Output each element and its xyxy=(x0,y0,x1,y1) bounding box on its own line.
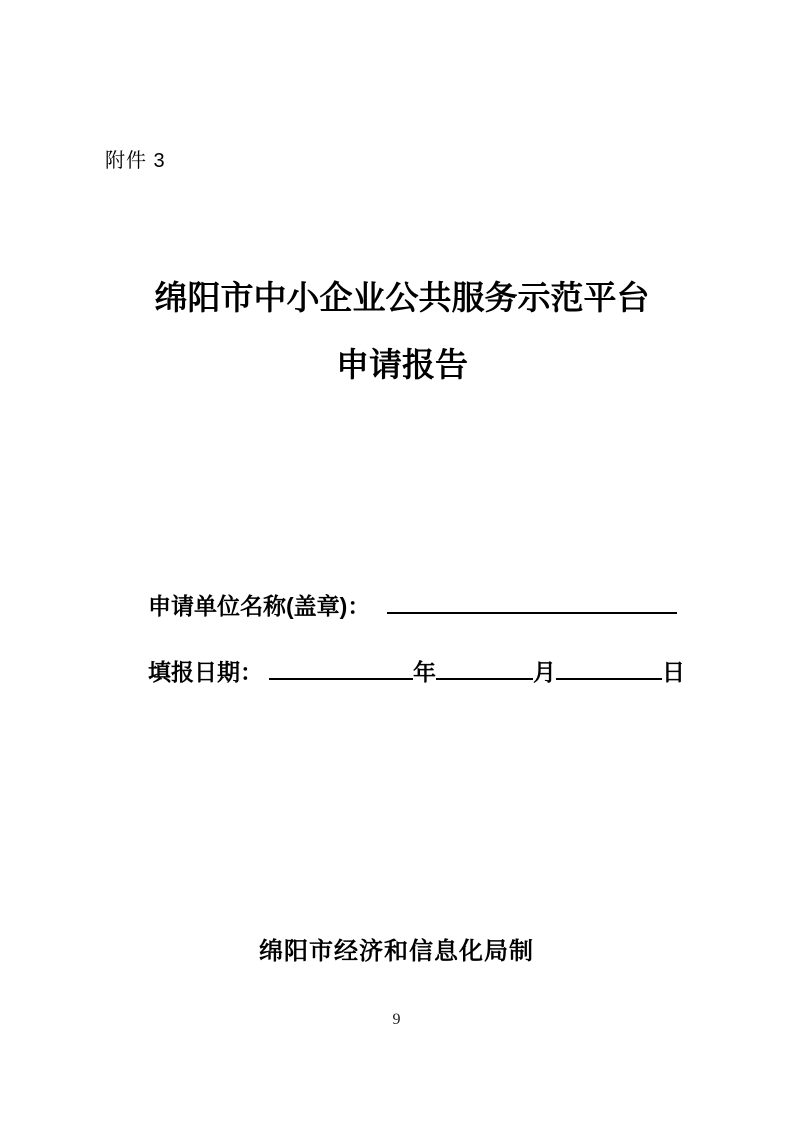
fill-date-row xyxy=(148,654,685,687)
document-title-line2: 申请报告 xyxy=(336,348,468,384)
month-blank-line[interactable] xyxy=(436,678,533,680)
fill-date-label: 填报日期： xyxy=(148,659,263,685)
year-blank-line[interactable] xyxy=(269,678,413,680)
day-blank-line[interactable] xyxy=(556,678,662,680)
applicant-name-label: 申请单位名称(盖章)： xyxy=(148,593,371,619)
title-block xyxy=(108,266,696,400)
issuer-line: 绵阳市经济和信息化局制 xyxy=(259,938,534,965)
page-number: 9 xyxy=(392,1011,401,1028)
applicant-name-row xyxy=(148,588,677,621)
document-title-line1: 绵阳市中小企业公共服务示范平台 xyxy=(154,281,650,317)
month-suffix-label: 月 xyxy=(533,659,556,685)
year-suffix-label: 年 xyxy=(413,659,436,685)
applicant-name-blank-line[interactable] xyxy=(387,612,677,614)
day-suffix-label: 日 xyxy=(662,659,685,685)
attachment-label: 附件 3 xyxy=(105,150,166,172)
